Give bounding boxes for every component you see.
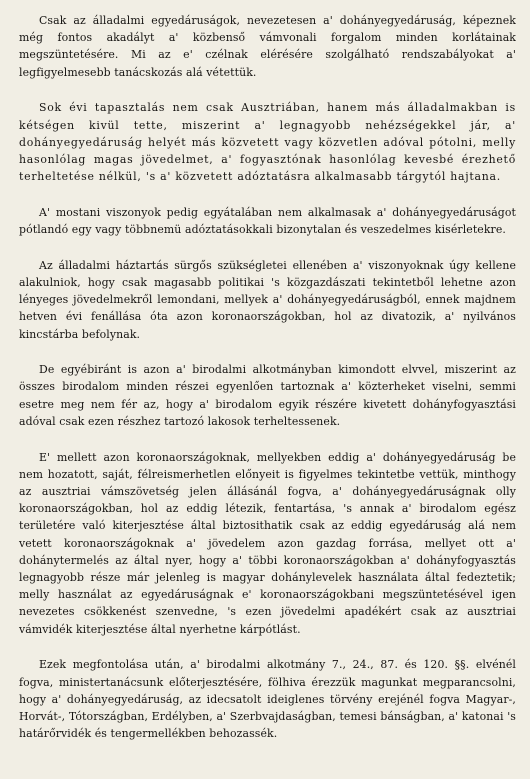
paragraph-4: Az álladalmi háztartás sürgős szükségletei ellenében a' viszonyoknak úgy kellene alakulniok, hogy csak magasabb politikai 's közgazdászati tekintetből lehetne azon lényeges jövedelmekről lemondani, mellyek a' dohányegyedáruságból, ennek majdnem hetven évi fenállása óta azon koronaországokban, hol az divatozik, a' nyilvános kincstárba befolynak. bbox=[19, 258, 516, 341]
paragraph-7: Ezek megfontolása után, a' birodalmi alkotmány 7., 24., 87. és 120. §§. elvénél fogva, ministertanácsunk előterjesztésére, fölhiva érezzük magunkat megparancsolni, hogy a' dohányegyedáruság, az idecsatolt ideiglenes törvény erejénél fogva Magyar-, Horvát-, Tótországban, Erdélyben, a' Szerbvajdaságban, temesi bánságban, a' katonai 's határőrvidék és tengermellékben behozassék. bbox=[19, 658, 516, 741]
paragraph-3: A' mostani viszonyok pedig egyátalában nem alkalmasak a' dohányegyedáruságot pótlandó egy vagy többnemü adóztatásokkali bizonytalan és veszedelmes kisérletekre. bbox=[19, 205, 516, 237]
paragraph-2: Sok évi tapasztalás nem csak Ausztriában, hanem más álladalmakban is kétségen kivül tette, miszerint a' legnagyobb nehézségekkel jár, a' dohányegyedáruság helyét más közvetett vagy közvetlen adóval pótolni, melly hasonlólag magas jövedelmet, a' fogyasztónak hasonlólag kevesbé érezhető terheltetése nélkül, 's a' közvetett adóztatásra alkalmasabb tárgytól hajtana. bbox=[19, 101, 516, 184]
paragraph-5: De egyébiránt is azon a' birodalmi alkotmányban kimondott elvvel, miszerint az összes birodalom minden részei egyenlően tartoznak a' közterheket viselni, semmi esetre meg nem fér az, hogy a' birodalom egyik részére kivetett dohányfogyasztási adóval csak ezen részhez tartozó lakosok terheltessenek. bbox=[19, 363, 516, 428]
paragraph-1: Csak az álladalmi egyedáruságok, nevezetesen a' dohányegyedáruság, képeznek még fontos akadályt a' közbenső vámvonali forgalom minden korlátainak megszüntetésére. Mi az e' czélnak elérésére szolgálható rendszabályokat a' legfigyelmesebb tanácskozás alá vétettük. bbox=[19, 14, 516, 79]
paragraph-6: E' mellett azon koronaországoknak, mellyekben eddig a' dohányegyedáruság be nem hozatott, saját, félreismerhetlen előnyeit is figyelmes tekintetbe vettük, minthogy az ausztriai vámszövetség jelen állásánál fogva, a' dohányegyedáruságnak olly koronaországokban, hol az eddig létezik, fentartása, 's annak a' birodalom egész területére való kiterjesztése által biztosithatik csak az eddig egyedáruság alá nem vetett koronaországoknak a' jövedelem azon gazdag forrása, mellyet ott a' dohánytermelés az által nyer, hogy a' többi koronaországokban a' dohányfogyasztás legnagyobb része már jelenleg is magyar dohánylevelek használata által fedeztetik; melly használat az egyedáruságnak e' koronaországokbani megszüntetésével igen nevezetes csökkenést szenvedne, 's ezen jövedelmi apadékért csak az ausztriai vámvidék kiterjesztése által nyerhetne kárpótlást. bbox=[19, 450, 516, 636]
